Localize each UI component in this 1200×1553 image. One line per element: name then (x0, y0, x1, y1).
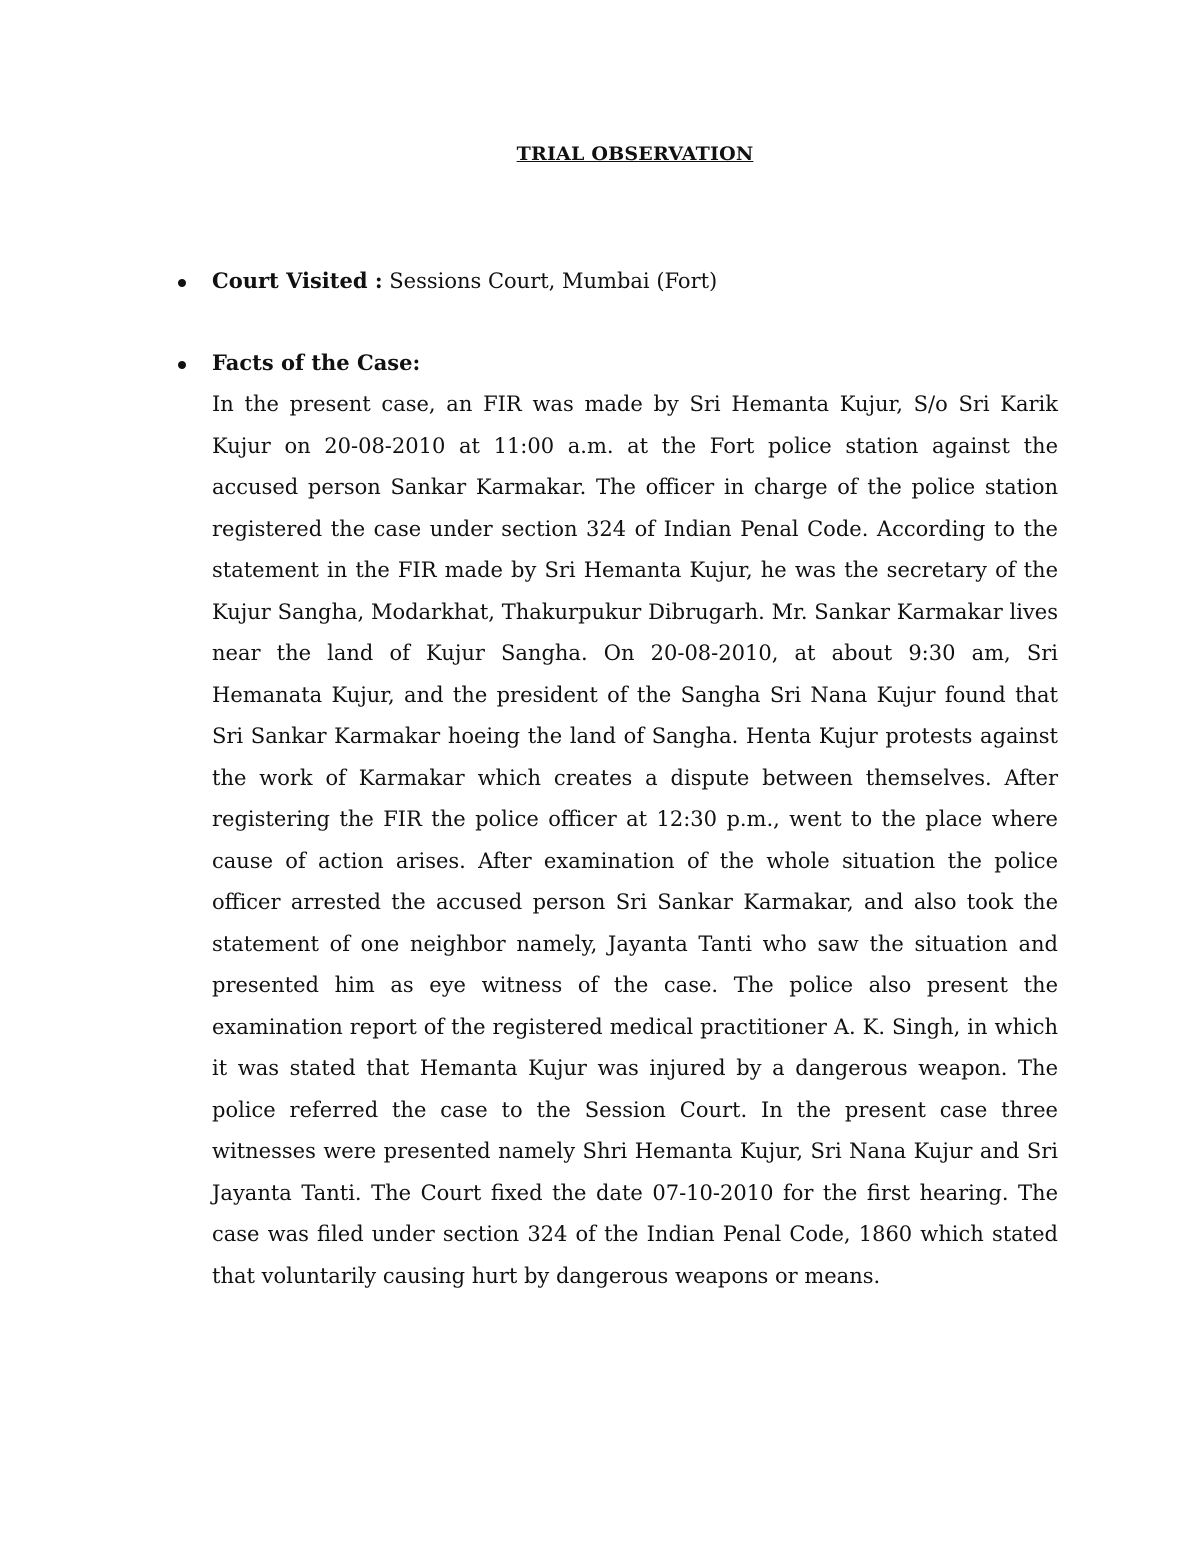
facts-label: Facts of the Case: (212, 350, 421, 375)
facts-paragraph: In the present case, an FIR was made by Sri Hemanta Kujur, S/o Sri Karik Kujur on 20-08-2010 at 11:00 a.m. at the Fort police station against the accused person Sankar Karmakar. The officer in charge of the police station registered the case under section 324 of Indian Penal Code. According to the statement in the FIR made by Sri Hemanta Kujur, he was the secretary of the Kujur Sangha, Modarkhat, Thakurpukur Dibrugarh. Mr. Sankar Karmakar lives near the land of Kujur Sangha. On 20-08-2010, at about 9:30 am, Sri Hemanata Kujur, and the president of the Sangha Sri Nana Kujur found that Sri Sankar Karmakar hoeing the land of Sangha. Henta Kujur protests against the work of Karmakar which creates a dispute between themselves. After registering the FIR the police officer at 12:30 p.m., went to the place where cause of action arises. After examination of the whole situation the police officer arrested the accused person Sri Sankar Karmakar, and also took the statement of one neighbor namely, Jayanta Tanti who saw the situation and presented him as eye witness of the case. The police also present the examination report of the registered medical practitioner A. K. Singh, in which it was stated that Hemanta Kujur was injured by a dangerous weapon. The police referred the case to the Session Court. In the present case three witnesses were presented namely Shri Hemanta Kujur, Sri Nana Kujur and Sri Jayanta Tanti. The Court fixed the date 07-10-2010 for the first hearing. The case was filed under section 324 of the Indian Penal Code, 1860 which stated that voluntarily causing hurt by dangerous weapons or means. (212, 392, 1058, 1288)
court-visited-value: Sessions Court, Mumbai (Fort) (382, 269, 718, 293)
bullet-icon (178, 279, 186, 287)
bullet-icon (178, 361, 186, 369)
page-title: TRIAL OBSERVATION (516, 143, 754, 165)
court-visited-line (212, 260, 717, 303)
court-visited-label: Court Visited : (212, 268, 383, 293)
